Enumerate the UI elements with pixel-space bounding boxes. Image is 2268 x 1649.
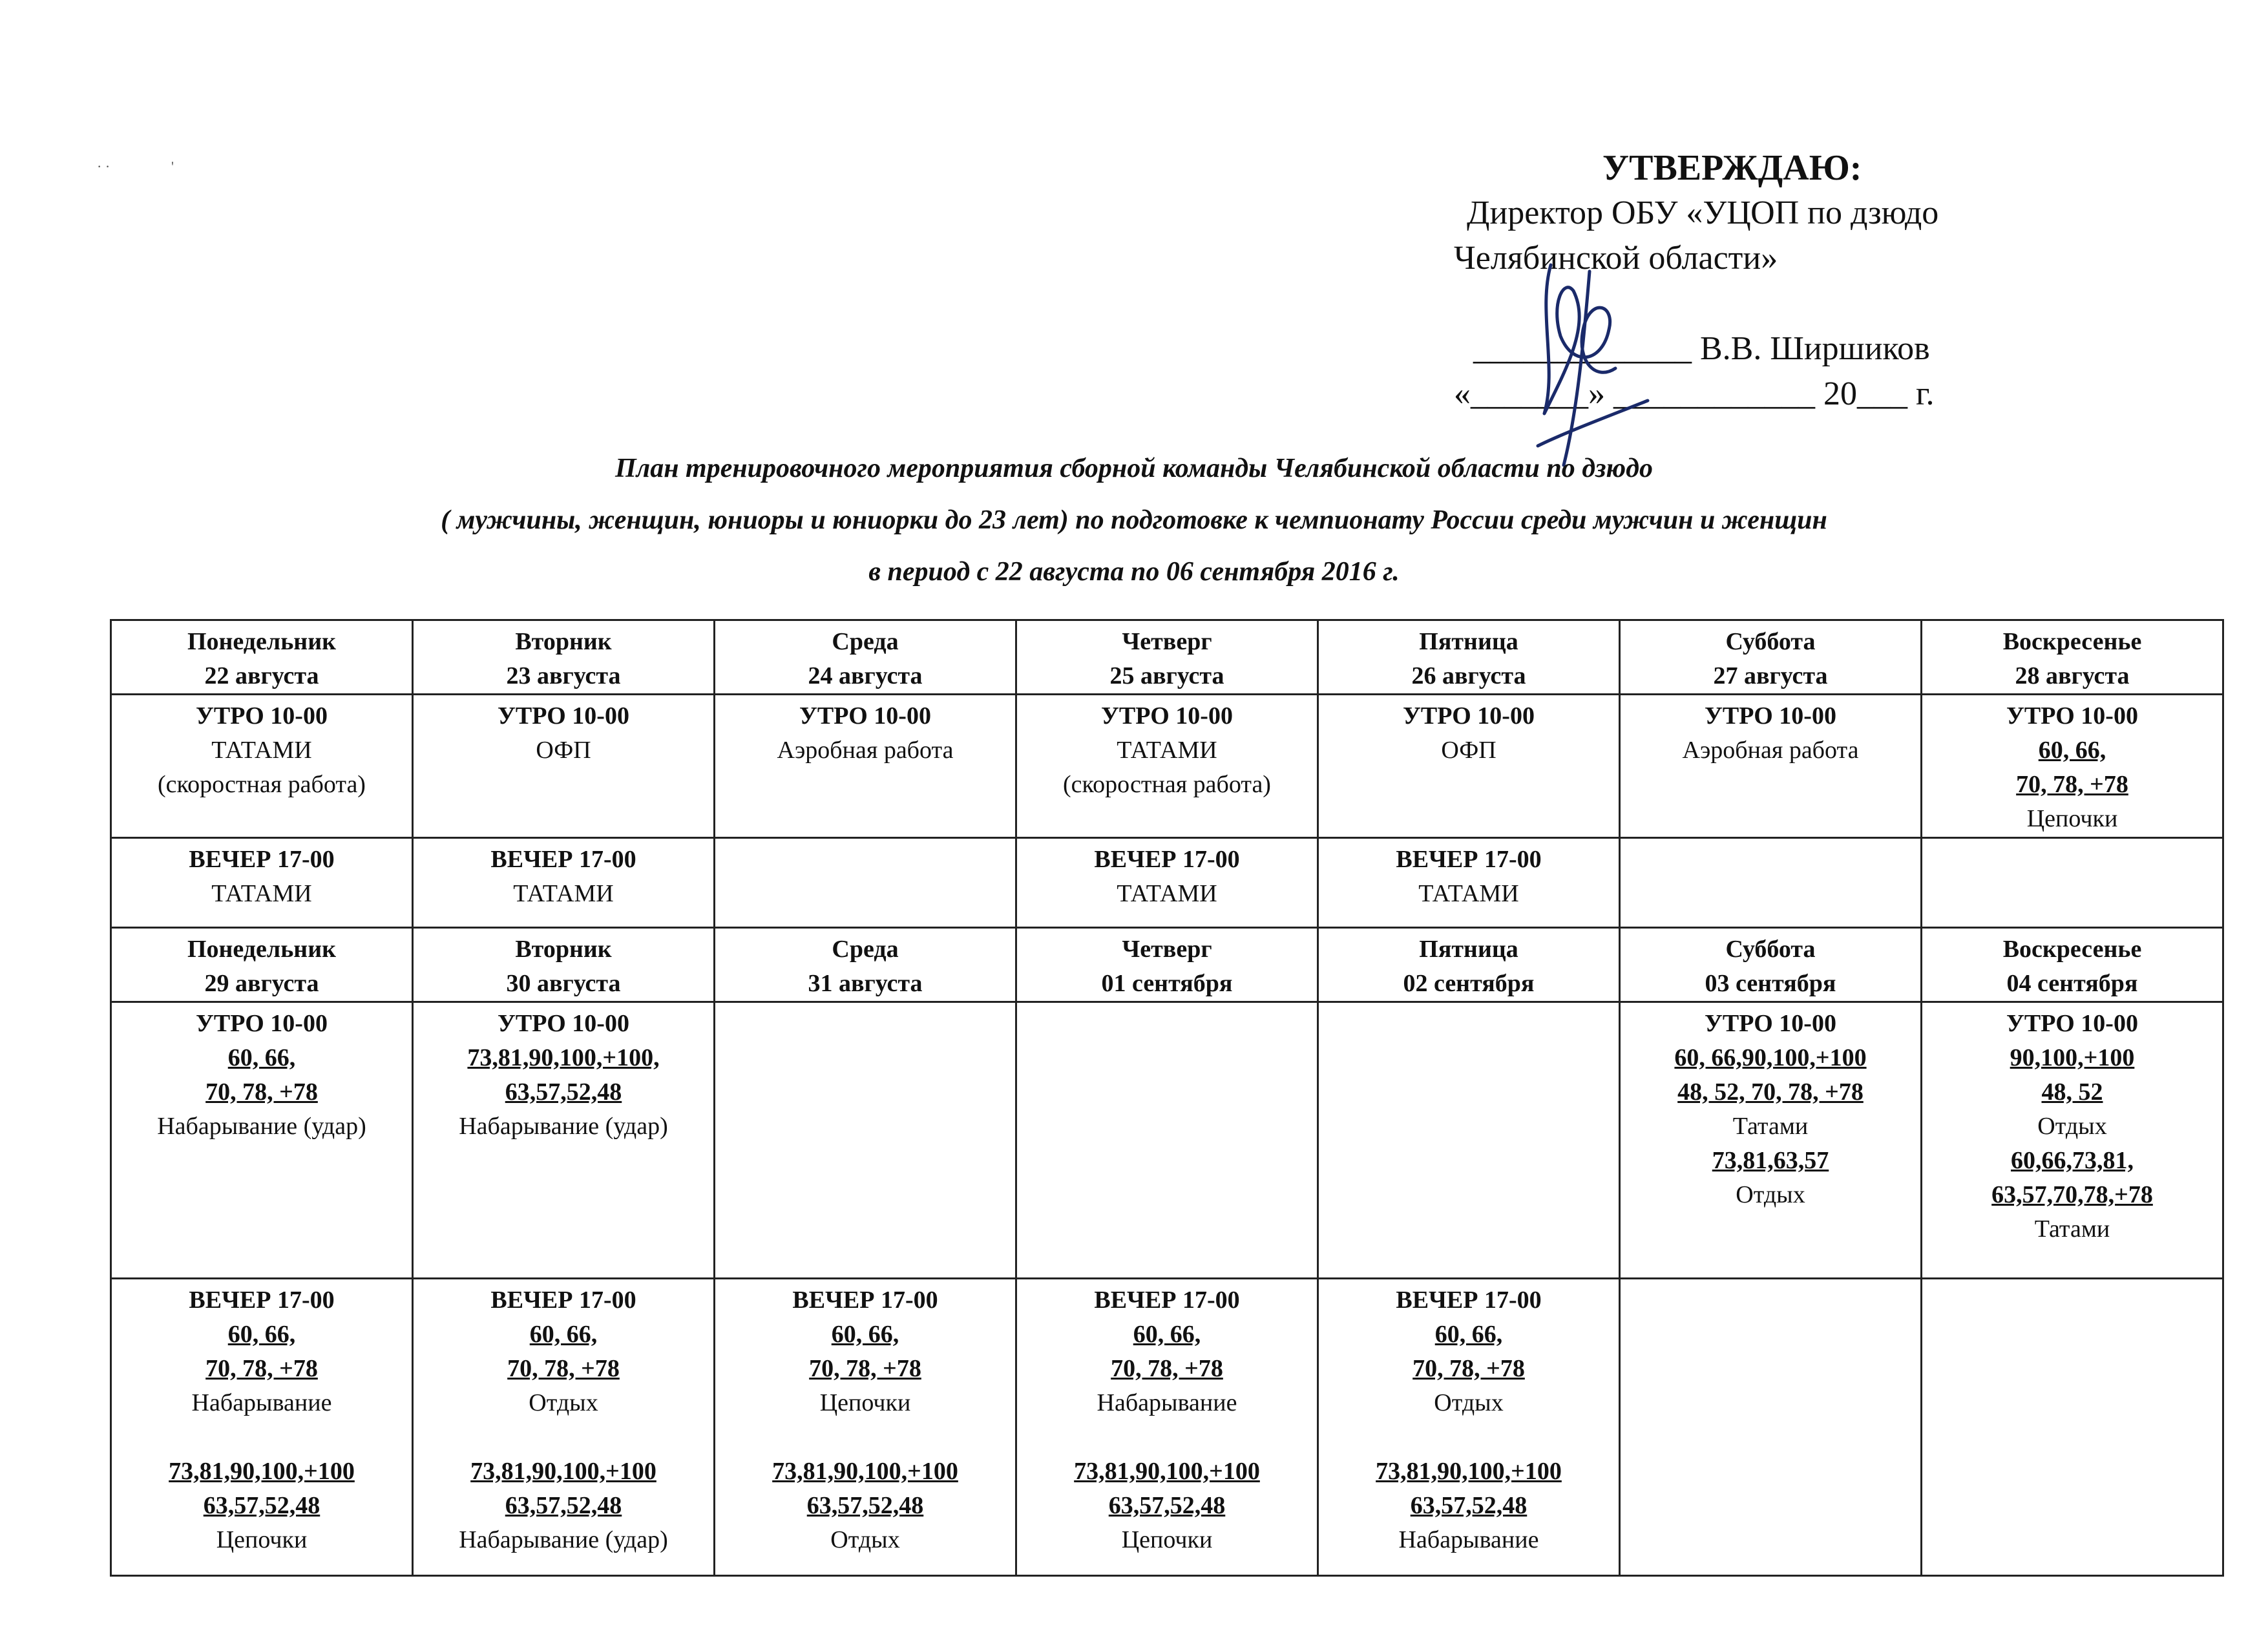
day-header-cell	[1318, 927, 1620, 1002]
activity-label: Аэробная работа	[1682, 737, 1859, 764]
weight-categories: 63,57,52,48	[1108, 1492, 1226, 1520]
morning-session-cell	[111, 695, 413, 837]
morning-session-cell	[1620, 695, 1922, 837]
activity-label: (скоростная работа)	[158, 771, 366, 799]
session-time: УТРО 10-00	[1403, 702, 1535, 730]
approval-date-line: «_______» ____________ 20___ г.	[1454, 375, 1935, 412]
evening-session-cell	[1620, 837, 1922, 927]
weight-categories: 63,57,52,48	[505, 1078, 622, 1106]
morning-session-cell	[413, 1002, 715, 1279]
session-time: ВЕЧЕР 17-00	[1094, 1287, 1240, 1314]
weight-categories: 60, 66,	[1434, 1321, 1503, 1349]
weight-categories: 48, 52, 70, 78, +78	[1677, 1078, 1864, 1106]
evening-session-cell	[111, 837, 413, 927]
weight-categories: 63,57,52,48	[806, 1492, 924, 1520]
activity-label: Отдых	[529, 1389, 598, 1417]
activity-label: ТАТАМИ	[1418, 879, 1519, 907]
morning-session-cell	[1016, 695, 1318, 837]
day-header-cell	[1922, 620, 2223, 695]
session-time: УТРО 10-00	[196, 702, 328, 730]
weight-categories: 73,81,90,100,+100	[470, 1458, 656, 1486]
morning-session-cell	[715, 1002, 1016, 1279]
day-header-cell	[1016, 927, 1318, 1002]
activity-label: ТАТАМИ	[1117, 737, 1217, 764]
day-header-cell	[1318, 620, 1620, 695]
evening-session-cell	[1922, 1279, 2223, 1576]
activity-label: Татами	[1732, 1113, 1809, 1140]
session-time: ВЕЧЕР 17-00	[1396, 1287, 1542, 1314]
day-header-cell	[413, 927, 715, 1002]
session-time: ВЕЧЕР 17-00	[490, 1287, 636, 1314]
day-header-cell	[111, 620, 413, 695]
weight-categories: 70, 78, +78	[205, 1078, 318, 1106]
approval-heading: УТВЕРЖДАЮ:	[1602, 148, 1862, 188]
session-time: УТРО 10-00	[196, 1010, 328, 1038]
morning-session-cell	[111, 1002, 413, 1279]
handwritten-signature	[1512, 252, 1680, 472]
day-header-row	[111, 927, 2223, 1002]
activity-label: Набарывание (удар)	[157, 1113, 366, 1140]
weight-categories: 73,81,90,100,+100	[1074, 1458, 1260, 1486]
spacer	[114, 1420, 409, 1455]
activity-label: Аэробная работа	[777, 737, 954, 764]
morning-session-row	[111, 1002, 2223, 1279]
activity-label: Набарывание	[191, 1389, 332, 1417]
day-header-cell	[1620, 927, 1922, 1002]
weight-categories: 60, 66,	[831, 1321, 899, 1349]
activity-label: Набарывание	[1097, 1389, 1237, 1417]
activity-label: Отдых	[1434, 1389, 1504, 1417]
weight-categories: 48, 52	[2041, 1078, 2103, 1106]
activity-label: ТАТАМИ	[513, 879, 614, 907]
day-date: 23 августа	[506, 662, 621, 689]
weight-categories: 73,81,63,57	[1712, 1147, 1829, 1175]
morning-session-cell	[1922, 695, 2223, 837]
weight-categories: 73,81,90,100,+100	[1376, 1458, 1562, 1486]
weight-categories: 73,81,90,100,+100	[772, 1458, 958, 1486]
day-date: 04 сентября	[2006, 969, 2138, 997]
day-name: Четверг	[1122, 628, 1212, 655]
activity-label: Цепочки	[216, 1526, 308, 1554]
day-header-cell	[715, 927, 1016, 1002]
activity-label: Цепочки	[2026, 805, 2118, 833]
activity-label: Цепочки	[819, 1389, 911, 1417]
day-name: Пятница	[1419, 628, 1518, 655]
weight-categories: 73,81,90,100,+100	[169, 1458, 355, 1486]
day-name: Понедельник	[187, 935, 336, 963]
activity-label: Набарывание (удар)	[459, 1526, 668, 1554]
spacer	[1020, 1420, 1314, 1455]
session-time: ВЕЧЕР 17-00	[792, 1287, 938, 1314]
day-header-cell	[1922, 927, 2223, 1002]
session-time: ВЕЧЕР 17-00	[1396, 845, 1542, 873]
evening-session-cell	[1318, 1279, 1620, 1576]
morning-session-cell	[1318, 695, 1620, 837]
session-time: ВЕЧЕР 17-00	[1094, 845, 1240, 873]
evening-session-cell	[413, 837, 715, 927]
day-name: Суббота	[1725, 935, 1816, 963]
activity-label: ТАТАМИ	[211, 737, 312, 764]
plan-title-line-2: ( мужчины, женщин, юниоры и юниорки до 23 лет) по подготовке к чемпионату России среди мужчин и женщин	[441, 505, 1827, 535]
session-time: УТРО 10-00	[799, 702, 931, 730]
weight-categories: 63,57,70,78,+78	[1991, 1181, 2153, 1209]
activity-label: Отдых	[2037, 1113, 2107, 1140]
weight-categories: 60, 66,	[529, 1321, 598, 1349]
morning-session-cell	[413, 695, 715, 837]
activity-label: Цепочки	[1121, 1526, 1213, 1554]
weight-categories: 60, 66,	[1133, 1321, 1201, 1349]
day-date: 28 августа	[2015, 662, 2130, 689]
spacer	[416, 1420, 711, 1455]
day-name: Вторник	[515, 935, 612, 963]
day-header-cell	[715, 620, 1016, 695]
session-time: ВЕЧЕР 17-00	[490, 845, 636, 873]
day-header-row	[111, 620, 2223, 695]
day-date: 02 сентября	[1403, 969, 1535, 997]
day-date: 26 августа	[1411, 662, 1526, 689]
spacer	[1321, 1420, 1616, 1455]
scan-speck: · ·	[97, 158, 110, 174]
day-date: 31 августа	[808, 969, 923, 997]
day-date: 29 августа	[204, 969, 319, 997]
approval-signature-line: _____________ В.В. Ширшиков	[1473, 330, 1930, 367]
day-name: Вторник	[515, 628, 612, 655]
weight-categories: 70, 78, +78	[1111, 1355, 1223, 1383]
morning-session-cell	[1318, 1002, 1620, 1279]
morning-session-cell	[715, 695, 1016, 837]
evening-session-row	[111, 837, 2223, 927]
morning-session-cell	[1922, 1002, 2223, 1279]
activity-label: ОФП	[536, 737, 591, 764]
activity-label: Отдых	[830, 1526, 900, 1554]
scan-speck: '	[171, 158, 174, 174]
plan-title-line-3: в период с 22 августа по 06 сентября 2016 г.	[868, 557, 1400, 587]
evening-session-cell	[1016, 1279, 1318, 1576]
day-date: 24 августа	[808, 662, 923, 689]
evening-session-cell	[1016, 837, 1318, 927]
weight-categories: 63,57,52,48	[203, 1492, 320, 1520]
weight-categories: 60,66,73,81,	[2011, 1147, 2134, 1175]
morning-session-cell	[1016, 1002, 1318, 1279]
day-header-cell	[1620, 620, 1922, 695]
day-header-cell	[413, 620, 715, 695]
day-name: Среда	[832, 628, 899, 655]
day-date: 25 августа	[1109, 662, 1224, 689]
activity-label: Набарывание (удар)	[459, 1113, 668, 1140]
weight-categories: 73,81,90,100,+100,	[467, 1044, 660, 1072]
day-date: 22 августа	[204, 662, 319, 689]
weight-categories: 63,57,52,48	[1410, 1492, 1528, 1520]
activity-label: Отдых	[1736, 1181, 1805, 1209]
day-name: Среда	[832, 935, 899, 963]
session-time: УТРО 10-00	[1101, 702, 1233, 730]
day-name: Четверг	[1122, 935, 1212, 963]
activity-label: ТАТАМИ	[211, 879, 312, 907]
session-time: УТРО 10-00	[2006, 702, 2138, 730]
evening-session-cell	[111, 1279, 413, 1576]
evening-session-cell	[715, 1279, 1016, 1576]
approval-region-line: Челябинской области»	[1454, 240, 1778, 277]
weight-categories: 60, 66,	[227, 1044, 296, 1072]
session-time: УТРО 10-00	[2006, 1010, 2138, 1038]
evening-session-row	[111, 1279, 2223, 1576]
day-name: Понедельник	[187, 628, 336, 655]
weight-categories: 70, 78, +78	[507, 1355, 620, 1383]
evening-session-cell	[413, 1279, 715, 1576]
day-date: 01 сентября	[1101, 969, 1233, 997]
evening-session-cell	[1318, 837, 1620, 927]
activity-label: ОФП	[1441, 737, 1496, 764]
weight-categories: 70, 78, +78	[1412, 1355, 1525, 1383]
evening-session-cell	[1620, 1279, 1922, 1576]
weight-categories: 60, 66,	[227, 1321, 296, 1349]
day-name: Пятница	[1419, 935, 1518, 963]
session-time: ВЕЧЕР 17-00	[189, 1287, 335, 1314]
weight-categories: 90,100,+100	[2010, 1044, 2135, 1072]
session-time: ВЕЧЕР 17-00	[189, 845, 335, 873]
weight-categories: 70, 78, +78	[2016, 771, 2128, 799]
day-name: Воскресенье	[2002, 935, 2142, 963]
day-date: 30 августа	[506, 969, 621, 997]
day-name: Воскресенье	[2002, 628, 2142, 655]
weight-categories: 60, 66,	[2038, 737, 2106, 764]
weight-categories: 70, 78, +78	[809, 1355, 921, 1383]
session-time: УТРО 10-00	[498, 702, 629, 730]
weight-categories: 60, 66,90,100,+100	[1674, 1044, 1867, 1072]
day-name: Суббота	[1725, 628, 1816, 655]
session-time: УТРО 10-00	[498, 1010, 629, 1038]
morning-session-row	[111, 695, 2223, 837]
session-time: УТРО 10-00	[1705, 702, 1836, 730]
weight-categories: 70, 78, +78	[205, 1355, 318, 1383]
session-time: УТРО 10-00	[1705, 1010, 1836, 1038]
activity-label: ТАТАМИ	[1117, 879, 1217, 907]
weight-categories: 63,57,52,48	[505, 1492, 622, 1520]
plan-title-line-1: План тренировочного мероприятия сборной команды Челябинской области по дзюдо	[614, 454, 1653, 483]
spacer	[718, 1420, 1013, 1455]
activity-label: Татами	[2034, 1215, 2110, 1243]
day-header-cell	[111, 927, 413, 1002]
approval-director-line: Директор ОБУ «УЦОП по дзюдо	[1467, 194, 1939, 231]
training-schedule-table	[110, 619, 2224, 1577]
evening-session-cell	[715, 837, 1016, 927]
activity-label: (скоростная работа)	[1063, 771, 1271, 799]
plan-title	[0, 443, 2268, 598]
day-date: 03 сентября	[1705, 969, 1836, 997]
day-date: 27 августа	[1713, 662, 1828, 689]
morning-session-cell	[1620, 1002, 1922, 1279]
evening-session-cell	[1922, 837, 2223, 927]
day-header-cell	[1016, 620, 1318, 695]
activity-label: Набарывание	[1398, 1526, 1539, 1554]
